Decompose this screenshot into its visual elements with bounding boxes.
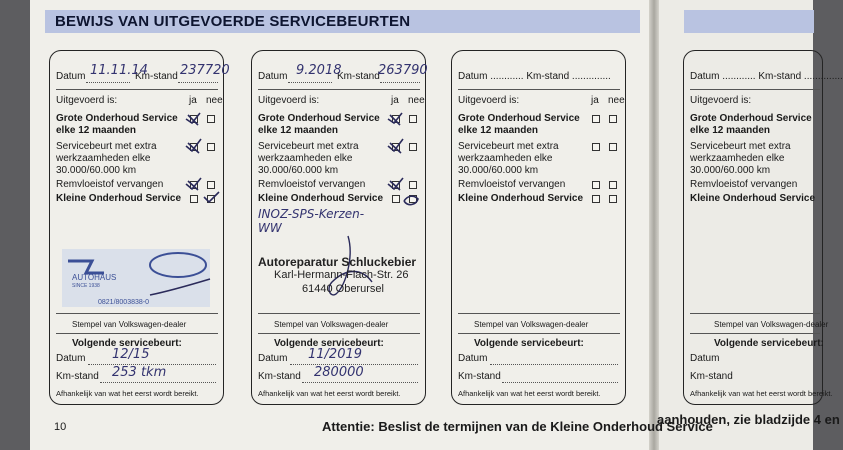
grote-ja-checkbox [592,115,600,123]
uitgevoerd-label: Uitgevoerd is: [258,95,320,106]
next-km-label: Km-stand [258,371,301,382]
ja-label: ja [391,95,399,106]
remvloei-label: Remvloeistof vervangen [458,179,566,190]
divider [258,333,420,334]
divider [458,89,620,90]
divider [458,313,620,314]
sb-label-2: werkzaamheden elke [458,153,553,164]
stamp-phone: 0821/8003838-0 [98,299,149,306]
km-stand-label: Km-stand [337,71,380,82]
sb-label-1: Servicebeurt met extra [690,141,791,152]
divider [690,89,820,90]
handwritten-next-date: 11/2019 [308,347,363,362]
datum-km-label: Datum ............ Km-stand .............. [458,71,611,82]
nee-label: nee [408,95,425,106]
handwritten-next-km: 253 tkm [112,365,167,380]
volgende-label: Volgende servicebeurt: [274,338,384,349]
sb-label-3: 30.000/60.000 km [258,165,339,176]
service-card-2 [251,50,426,405]
stempel-label: Stempel van Volkswagen-dealer [72,320,187,329]
nee-label: nee [608,95,625,106]
page-title: BEWIJS VAN UITGEVOERDE SERVICEBEURTEN [55,13,411,30]
grote-label-2: elke 12 maanden [690,125,771,136]
sb-label-3: 30.000/60.000 km [458,165,539,176]
ja-label: ja [189,95,197,106]
handwritten-date: 9.2018 [296,63,342,78]
datum-label: Datum [258,71,288,82]
next-km-label: Km-stand [690,371,733,382]
page-title-band [45,10,640,33]
divider [56,333,218,334]
kleine-label: Kleine Onderhoud Service [690,193,816,204]
divider [690,313,820,314]
sb-label-1: Servicebeurt met extra [458,141,559,152]
booklet-gutter [649,0,659,450]
uitgevoerd-label: Uitgevoerd is: [690,95,752,106]
next-datum-label: Datum [56,353,86,364]
stamp-autohaus: AUTOHAUS [72,273,117,282]
sb-nee-checkbox [609,143,617,151]
sb-label-2: werkzaamheden elke [56,153,151,164]
grote-nee-checkbox [609,115,617,123]
divider [56,313,218,314]
stamp-city: 61440 Oberursel [302,283,384,295]
nee-label: nee [206,95,223,106]
stamp-since: SINCE 1938 [72,283,100,289]
stamp-company: Autoreparatur Schluckebier [258,255,417,269]
stempel-label: Stempel van Volkswagen-dealer [714,320,829,329]
service-card-1 [49,50,230,405]
volgende-label: Volgende servicebeurt: [474,338,584,349]
handwritten-next-date: 12/15 [112,347,150,362]
kleine-label: Kleine Onderhoud Service [458,193,584,204]
afhankelijk-label: Afhankelijk van wat het eerst wordt bereikt. [258,389,401,398]
handwritten-km: 263790 [378,63,428,78]
grote-label-2: elke 12 maanden [56,125,137,136]
handwritten-note-2: WW [258,221,282,235]
grote-label-1: Grote Onderhoud Service [458,113,580,124]
sb-label-1: Servicebeurt met extra [56,141,157,152]
divider [690,333,820,334]
divider [458,333,620,334]
grote-label-1: Grote Onderhoud Service [56,113,178,124]
stamp-street: Karl-Hermann-Flach-Str. 26 [274,269,409,281]
km-stand-label: Km-stand [135,71,178,82]
datum-km-label: Datum ............ Km-stand .............. [690,71,843,82]
sb-label-3: 30.000/60.000 km [690,165,771,176]
handwritten-date: 11.11.14 [90,63,148,78]
next-datum-label: Datum [458,353,488,364]
next-km-line [502,382,618,383]
kleine-nee-checkbox [609,195,617,203]
kleine-label: Kleine Onderhoud Service [258,193,384,204]
datum-label: Datum [56,71,86,82]
service-card-4 [683,50,843,405]
next-km-line [100,382,216,383]
grote-label-1: Grote Onderhoud Service [258,113,380,124]
grote-label-1: Grote Onderhoud Service [690,113,812,124]
uitgevoerd-label: Uitgevoerd is: [56,95,118,106]
afhankelijk-label: Afhankelijk van wat het eerst wordt bereikt. [56,389,199,398]
kleine-ja-checkbox [592,195,600,203]
ja-label: ja [591,95,599,106]
next-km-label: Km-stand [56,371,99,382]
volgende-label: Volgende servicebeurt: [72,338,182,349]
footer-note-continued: aanhouden, zie bladzijde 4 en [657,412,840,427]
handwritten-next-km: 280000 [314,365,364,380]
next-km-line [302,382,418,383]
sb-label-2: werkzaamheden elke [690,153,785,164]
footer-note: Attentie: Beslist de termijnen van de Kleine Onderhoud Service [322,419,713,434]
next-km-label: Km-stand [458,371,501,382]
next-datum-label: Datum [690,353,720,364]
afhankelijk-label: Afhankelijk van wat het eerst wordt bereikt. [458,389,601,398]
uitgevoerd-label: Uitgevoerd is: [458,95,520,106]
sb-ja-checkbox [592,143,600,151]
remvloei-label: Remvloeistof vervangen [258,179,366,190]
sb-label-1: Servicebeurt met extra [258,141,359,152]
handwritten-km: 237720 [180,63,230,78]
stempel-label: Stempel van Volkswagen-dealer [274,320,389,329]
remvloei-label: Remvloeistof vervangen [56,179,164,190]
divider [258,313,420,314]
remvloei-nee-checkbox [609,181,617,189]
page-number: 10 [54,421,67,433]
kleine-label: Kleine Onderhoud Service [56,193,182,204]
afhankelijk-label: Afhankelijk van wat het eerst wordt bereikt. [690,389,833,398]
remvloei-label: Remvloeistof vervangen [690,179,798,190]
grote-label-2: elke 12 maanden [458,125,539,136]
grote-label-2: elke 12 maanden [258,125,339,136]
stempel-label: Stempel van Volkswagen-dealer [474,320,589,329]
right-page-title-band [684,10,814,33]
sb-label-2: werkzaamheden elke [258,153,353,164]
service-card-3 [451,50,626,405]
volgende-label: Volgende servicebeurt: [714,338,824,349]
sb-label-3: 30.000/60.000 km [56,165,137,176]
next-date-line [490,364,618,365]
next-datum-label: Datum [258,353,288,364]
remvloei-ja-checkbox [592,181,600,189]
handwritten-note-1: INOZ-SPS-Kerzen- [258,207,365,221]
